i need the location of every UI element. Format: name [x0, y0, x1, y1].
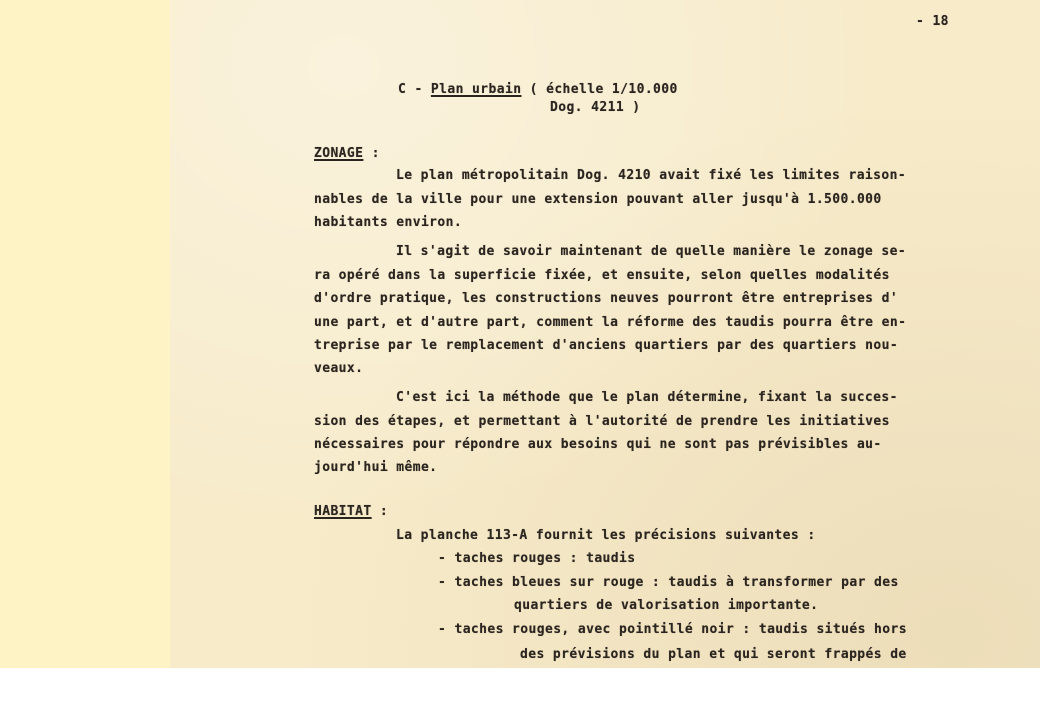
zonage-p3-line-2: sion des étapes, et permettant à l'autorité de prendre les initiatives: [314, 414, 890, 429]
section-habitat-heading: HABITAT :: [314, 504, 389, 519]
page-number: - 18: [916, 14, 949, 29]
heading-prefix: C -: [398, 82, 431, 97]
section-zonage-heading: ZONAGE :: [314, 146, 380, 161]
zonage-p1-line-1: Le plan métropolitain Dog. 4210 avait fixé les limites raison-: [396, 168, 907, 183]
zonage-p2-line-3: d'ordre pratique, les constructions neuves pourront être entreprises d': [314, 291, 899, 306]
zonage-p1-line-3: habitants environ.: [314, 215, 463, 230]
habitat-item-2-cont: quartiers de valorisation importante.: [514, 598, 819, 613]
habitat-item-2: - taches bleues sur rouge : taudis à transformer par des: [438, 575, 899, 590]
document-page: [170, 0, 1040, 668]
section-zonage-title: ZONAGE: [314, 146, 364, 161]
habitat-item-1: - taches rouges : taudis: [438, 551, 636, 566]
heading-suffix: ( échelle 1/10.000: [521, 82, 678, 97]
zonage-p2-line-5: treprise par le remplacement d'anciens quartiers par des quartiers nou-: [314, 338, 899, 353]
heading-title: Plan urbain: [430, 82, 522, 97]
zonage-p1-line-2: nables de la ville pour une extension pouvant aller jusqu'à 1.500.000: [314, 192, 882, 207]
left-margin-band: [0, 0, 170, 668]
heading-line-2: Dog. 4211 ): [550, 100, 641, 115]
habitat-intro: La planche 113-A fournit les précisions suivantes :: [396, 528, 816, 543]
habitat-item-3-cont: des prévisions du plan et qui seront frappés de: [520, 647, 907, 662]
bottom-blank-area: [0, 668, 1040, 720]
zonage-p2-line-2: ra opéré dans la superficie fixée, et ensuite, selon quelles modalités: [314, 268, 890, 283]
zonage-p2-line-1: Il s'agit de savoir maintenant de quelle manière le zonage se-: [396, 244, 907, 259]
zonage-p2-line-4: une part, et d'autre part, comment la réforme des taudis pourra être en-: [314, 315, 907, 330]
heading-line-1: [398, 82, 678, 97]
zonage-p2-line-6: veaux.: [314, 361, 364, 376]
section-habitat-title: HABITAT: [314, 504, 372, 519]
zonage-p3-line-4: jourd'hui même.: [314, 460, 438, 475]
zonage-p3-line-3: nécessaires pour répondre aux besoins qui ne sont pas prévisibles au-: [314, 437, 882, 452]
habitat-item-3: - taches rouges, avec pointillé noir : taudis situés hors: [438, 622, 907, 637]
zonage-p3-line-1: C'est ici la méthode que le plan détermine, fixant la succes-: [396, 390, 898, 405]
